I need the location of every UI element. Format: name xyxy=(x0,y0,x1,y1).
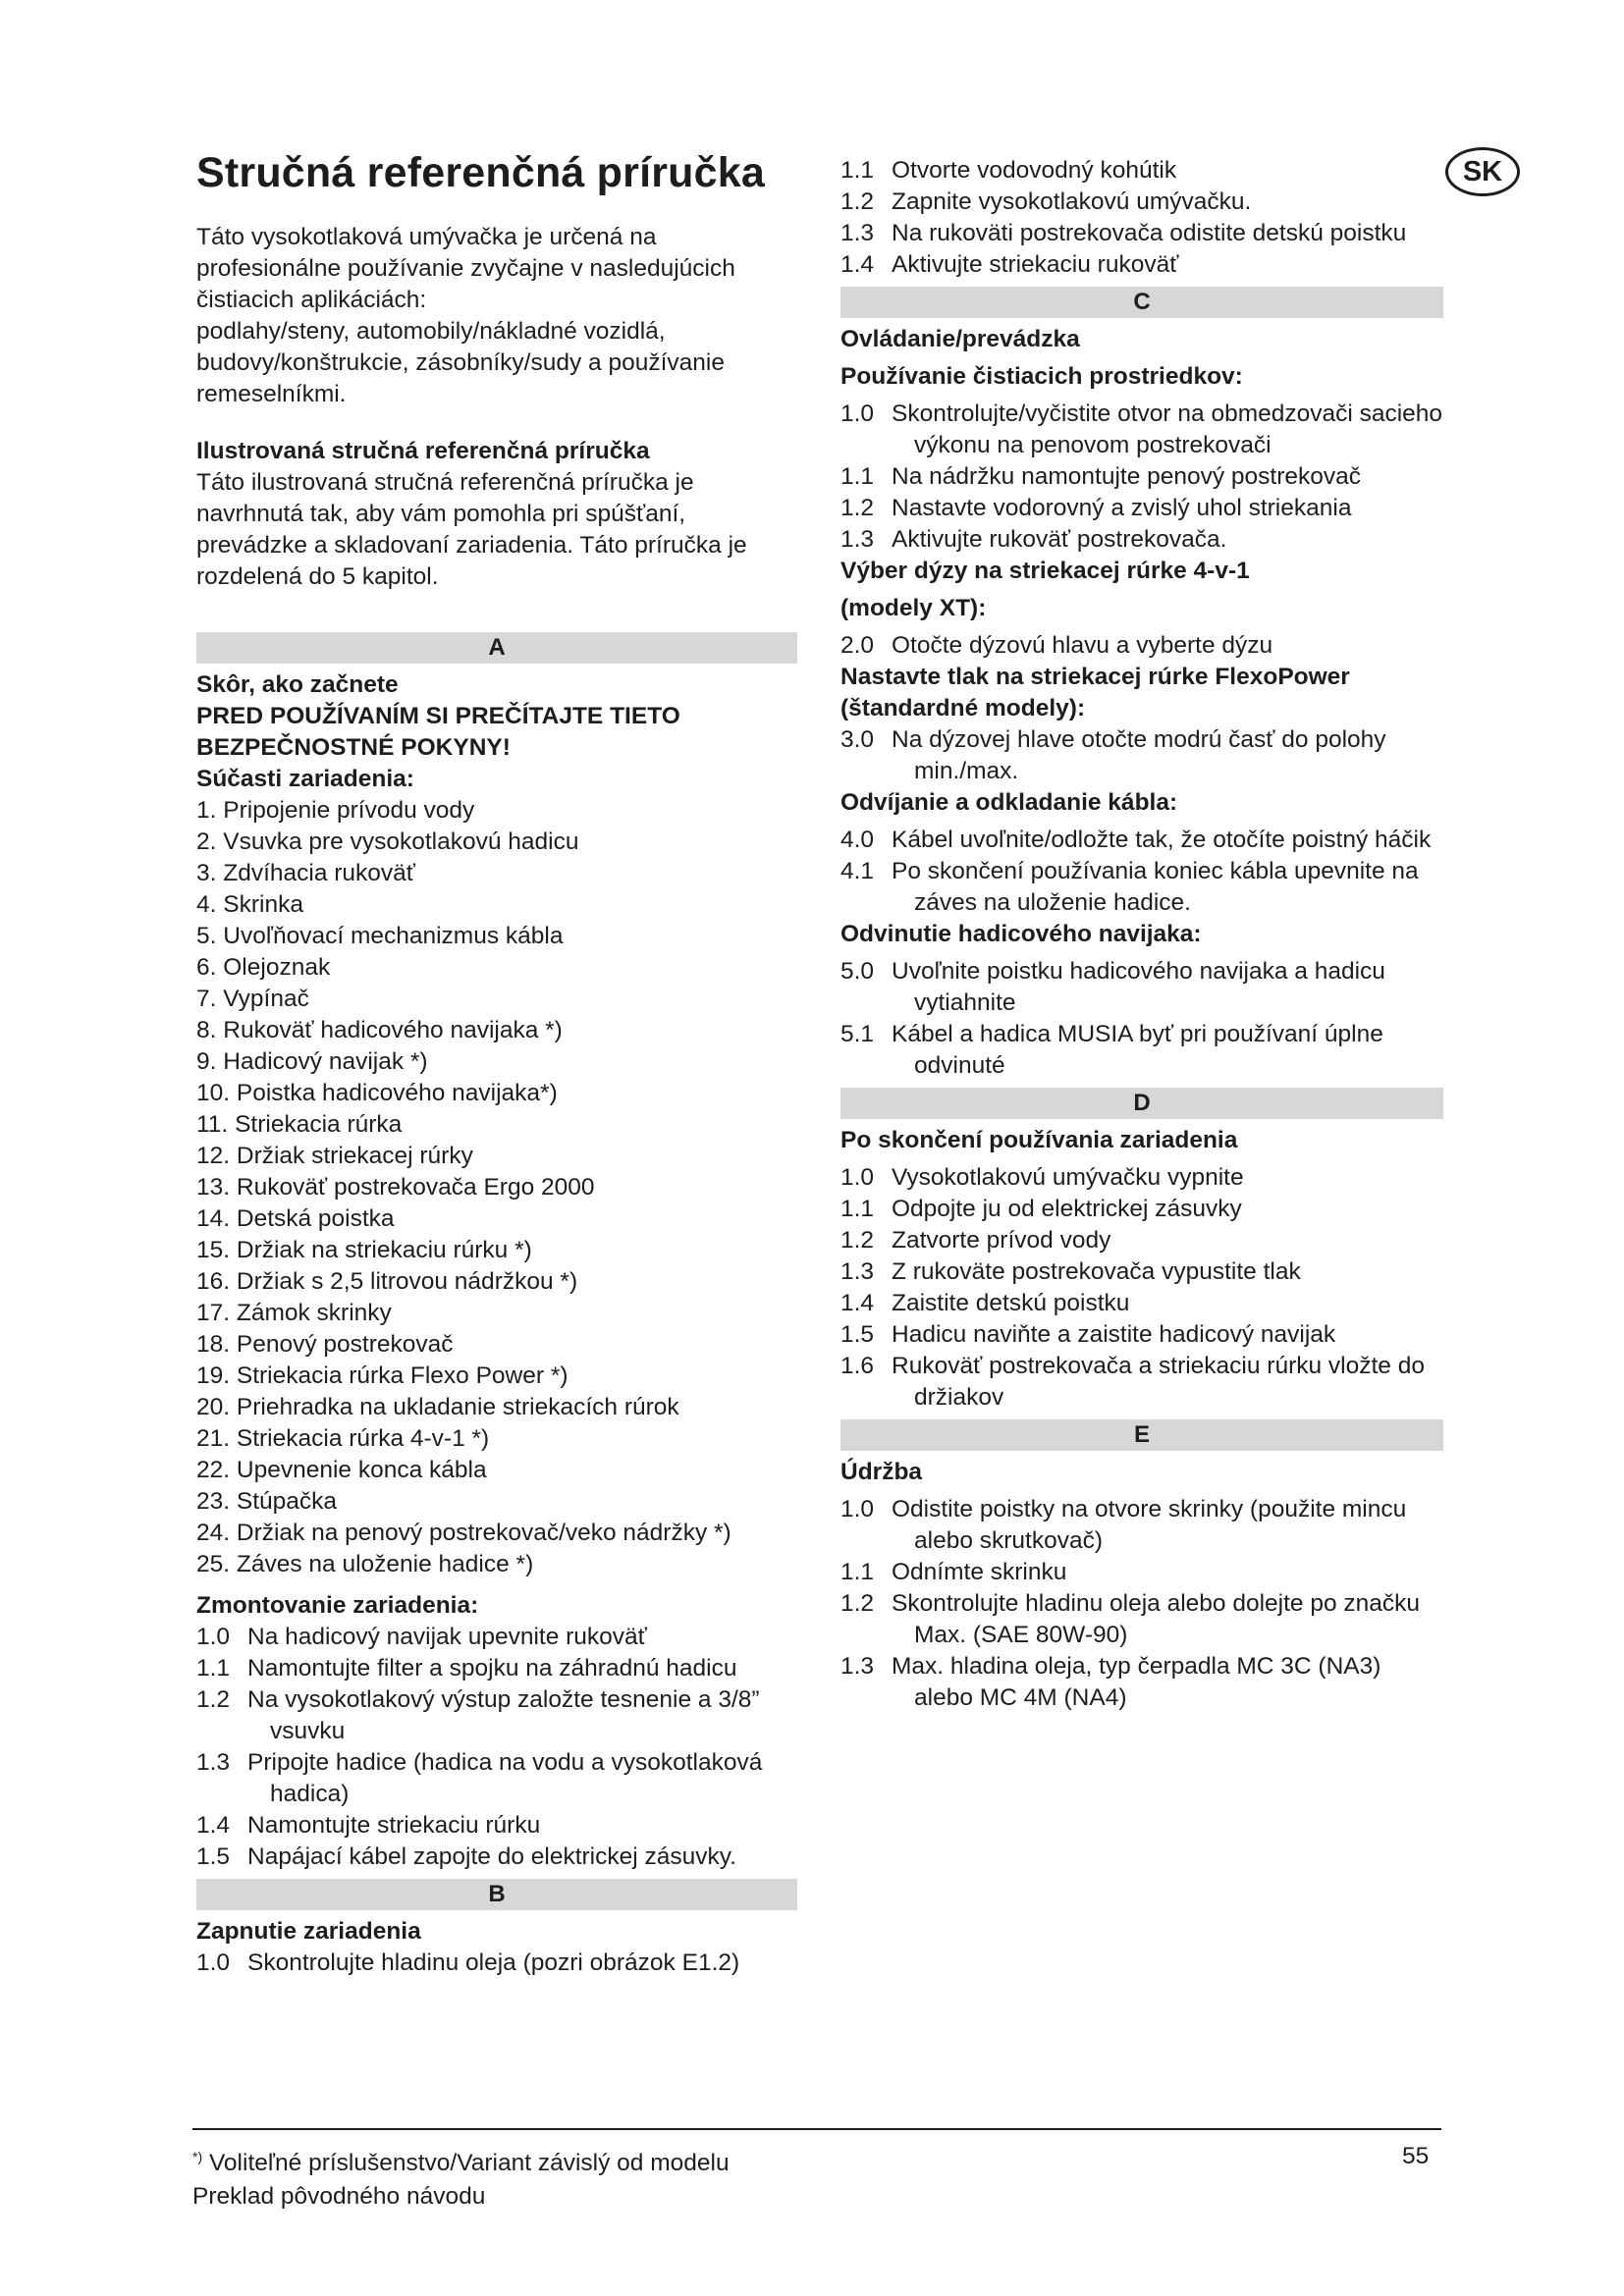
step-item: 2.0 Otočte dýzovú hlavu a vyberte dýzu xyxy=(840,632,1273,659)
parts-heading: Súčasti zariadenia: xyxy=(196,766,414,792)
right-column xyxy=(840,155,1443,1714)
step-item: 1.0 Vysokotlakovú umývačku vypnite xyxy=(840,1164,1244,1191)
section-bar-a: A xyxy=(196,632,797,664)
section-bar-d: D xyxy=(840,1088,1443,1119)
section-bar-c: C xyxy=(840,287,1443,318)
step-item: 3.0 Na dýzovej hlave otočte modrú časť do polohy min./max. xyxy=(840,726,1386,784)
step-item: 1.4 Namontujte striekaciu rúrku xyxy=(196,1812,541,1839)
step-item: 5.0 Uvoľnite poistku hadicového navijaka a hadicu vytiahnite xyxy=(840,958,1385,1016)
list-item: 21. Striekacia rúrka 4-v-1 *) xyxy=(196,1425,490,1452)
step-item: 5.1 Kábel a hadica MUSIA byť pri používaní úplne odvinuté xyxy=(840,1021,1383,1079)
list-item: 20. Priehradka na ukladanie striekacích rúrok xyxy=(196,1394,679,1420)
list-item: 9. Hadicový navijak *) xyxy=(196,1048,428,1075)
list-item: 13. Rukoväť postrekovača Ergo 2000 xyxy=(196,1174,595,1201)
left-column xyxy=(196,222,797,1979)
list-item: 24. Držiak na penový postrekovač/veko nádržky *) xyxy=(196,1520,731,1546)
step-item: 1.1 Namontujte filter a spojku na záhradnú hadicu xyxy=(196,1655,737,1682)
safety-warning: PRED POUŽÍVANÍM SI PREČÍTAJTE TIETO BEZPEČNOSTNÉ POKYNY! xyxy=(196,703,680,761)
nozzle-heading-models: (modely XT): xyxy=(840,595,987,621)
list-item: 14. Detská poistka xyxy=(196,1205,395,1232)
section-bar-e: E xyxy=(840,1419,1443,1451)
detergent-heading: Používanie čistiacich prostriedkov: xyxy=(840,363,1243,390)
parts-list xyxy=(196,795,797,1580)
step-item: 1.2 Zatvorte prívod vody xyxy=(840,1227,1111,1254)
list-item: 22. Upevnenie konca kábla xyxy=(196,1457,487,1483)
step-item: 1.6 Rukoväť postrekovača a striekaciu rúrku vložte do držiakov xyxy=(840,1353,1425,1411)
section-a-heading: Skôr, ako začnete xyxy=(196,671,399,698)
step-item: 1.2 Skontrolujte hladinu oleja alebo dolejte po značku Max. (SAE 80W-90) xyxy=(840,1590,1421,1648)
assembly-steps xyxy=(196,1622,797,1873)
page-number: 55 xyxy=(1402,2143,1430,2169)
list-item: 18. Penový postrekovač xyxy=(196,1331,454,1358)
footer-divider xyxy=(192,2128,1441,2130)
list-item: 7. Vypínač xyxy=(196,986,309,1012)
section-b-heading: Zapnutie zariadenia xyxy=(196,1918,421,1945)
list-item: 2. Vsuvka pre vysokotlakovú hadicu xyxy=(196,828,579,855)
list-item: 23. Stúpačka xyxy=(196,1488,338,1515)
section-d-heading: Po skončení používania zariadenia xyxy=(840,1127,1238,1153)
list-item: 4. Skrinka xyxy=(196,891,303,918)
nozzle-heading: Výber dýzy na striekacej rúrke 4-v-1 xyxy=(840,558,1250,584)
step-item: 1.3 Aktivujte rukoväť postrekovača. xyxy=(840,526,1227,553)
list-item: 15. Držiak na striekaciu rúrku *) xyxy=(196,1237,532,1263)
list-item: 16. Držiak s 2,5 litrovou nádržkou *) xyxy=(196,1268,578,1295)
section-c-heading: Ovládanie/prevádzka xyxy=(840,326,1080,352)
list-item: 10. Poistka hadicového navijaka*) xyxy=(196,1080,558,1106)
step-item: 4.0 Kábel uvoľnite/odložte tak, že otočíte poistný háčik xyxy=(840,827,1432,853)
step-item: 1.0 Odistite poistky na otvore skrinky (použite mincu alebo skrutkovač) xyxy=(840,1496,1407,1554)
intro-paragraph: Táto vysokotlaková umývačka je určená na profesionálne používanie zvyčajne v nasledujúcich čistiacich aplikáciách: xyxy=(196,224,735,313)
step-item: 1.2 Zapnite vysokotlakovú umývačku. xyxy=(840,188,1252,215)
step-item: 1.0 Skontrolujte hladinu oleja (pozri obrázok E1.2) xyxy=(196,1949,740,1976)
list-item: 3. Zdvíhacia rukoväť xyxy=(196,860,415,886)
section-e-heading: Údržba xyxy=(840,1459,923,1485)
footnote: *) Voliteľné príslušenstvo/Variant závislý od modelu xyxy=(192,2149,730,2177)
list-item: 17. Zámok skrinky xyxy=(196,1300,392,1326)
step-item: 1.0 Skontrolujte/vyčistite otvor na obmedzovači sacieho výkonu na penovom postrekovači xyxy=(840,400,1443,458)
intro-applications: podlahy/steny, automobily/nákladné vozidlá, budovy/konštrukcie, zásobníky/sudy a používanie remeselníkmi. xyxy=(196,318,725,407)
language-badge: SK xyxy=(1445,147,1520,196)
footer-notes xyxy=(192,2140,730,2214)
step-item: 1.3 Na rukoväti postrekovača odistite detskú poistku xyxy=(840,220,1407,246)
list-item: 5. Uvoľňovací mechanizmus kábla xyxy=(196,923,564,949)
step-item: 1.3 Max. hladina oleja, typ čerpadla MC 3C (NA3) alebo MC 4M (NA4) xyxy=(840,1653,1381,1711)
list-item: 6. Olejoznak xyxy=(196,954,331,981)
step-item: 1.2 Na vysokotlakový výstup založte tesnenie a 3/8” vsuvku xyxy=(196,1686,760,1744)
list-item: 12. Držiak striekacej rúrky xyxy=(196,1143,473,1169)
list-item: 1. Pripojenie prívodu vody xyxy=(196,797,475,824)
assembly-heading: Zmontovanie zariadenia: xyxy=(196,1592,479,1619)
step-item: 1.0 Na hadicový navijak upevnite rukoväť xyxy=(196,1624,647,1650)
step-item: 1.3 Z rukoväte postrekovača vypustite tlak xyxy=(840,1258,1301,1285)
list-item: 8. Rukoväť hadicového navijaka *) xyxy=(196,1017,563,1043)
list-item: 11. Striekacia rúrka xyxy=(196,1111,403,1138)
step-item: 1.5 Hadicu naviňte a zaistite hadicový navijak xyxy=(840,1321,1336,1348)
step-item: 1.3 Pripojte hadice (hadica na vodu a vysokotlaková hadica) xyxy=(196,1749,763,1807)
cable-heading: Odvíjanie a odkladanie kábla: xyxy=(840,789,1178,816)
step-item: 1.4 Zaistite detskú poistku xyxy=(840,1290,1130,1316)
translation-note: Preklad pôvodného návodu xyxy=(192,2183,486,2211)
step-item: 1.4 Aktivujte striekaciu rukoväť xyxy=(840,251,1179,278)
step-item: 1.1 Odpojte ju od elektrickej zásuvky xyxy=(840,1196,1242,1222)
list-item: 25. Záves na uloženie hadice *) xyxy=(196,1551,534,1577)
step-item: 1.1 Odnímte skrinku xyxy=(840,1559,1067,1585)
section-bar-b: B xyxy=(196,1879,797,1910)
step-item: 1.1 Otvorte vodovodný kohútik xyxy=(840,157,1177,184)
illustrated-text: Táto ilustrovaná stručná referenčná príručka je navrhnutá tak, aby vám pomohla pri spúšťaní, prevádzke a skladovaní zariadenia. Táto príručka je rozdelená do 5 kapitol. xyxy=(196,469,747,590)
pressure-heading: Nastavte tlak na striekacej rúrke FlexoPower (štandardné modely): xyxy=(840,664,1350,721)
step-item: 1.1 Na nádržku namontujte penový postrekovač xyxy=(840,463,1362,490)
page-title: Stručná referenčná príručka xyxy=(196,149,765,196)
list-item: 19. Striekacia rúrka Flexo Power *) xyxy=(196,1362,568,1389)
step-item: 4.1 Po skončení používania koniec kábla upevnite na záves na uloženie hadice. xyxy=(840,858,1419,916)
step-item: 1.2 Nastavte vodorovný a zvislý uhol striekania xyxy=(840,495,1352,521)
illustrated-heading: Ilustrovaná stručná referenčná príručka xyxy=(196,438,650,464)
step-item: 1.5 Napájací kábel zapojte do elektrickej zásuvky. xyxy=(196,1843,736,1870)
reel-heading: Odvinutie hadicového navijaka: xyxy=(840,921,1202,947)
